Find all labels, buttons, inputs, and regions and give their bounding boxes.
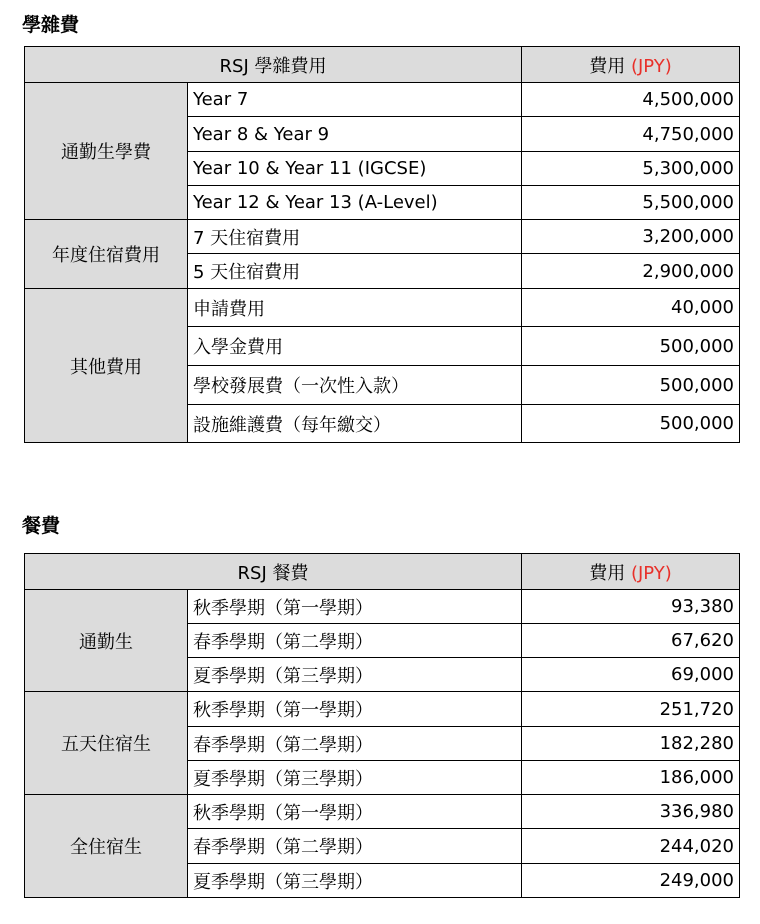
meal-fee-table [24, 553, 740, 898]
amount-cell: 336,980 [522, 795, 740, 829]
category-cell: 年度住宿費用 [25, 220, 188, 289]
item-cell: 夏季學期（第三學期） [188, 658, 522, 692]
amount-cell: 186,000 [522, 761, 740, 795]
table-row [25, 795, 740, 829]
meal-section-title: 餐費 [22, 515, 61, 537]
amount-cell: 4,500,000 [522, 83, 740, 117]
item-cell: 秋季學期（第一學期） [188, 692, 522, 727]
amount-cell: 251,720 [522, 692, 740, 727]
fee-header [522, 554, 740, 590]
header-label: RSJ 學雜費用 [25, 47, 522, 83]
amount-cell: 5,300,000 [522, 152, 740, 186]
item-cell: Year 7 [188, 83, 522, 117]
item-cell: 5 天住宿費用 [188, 254, 522, 289]
table-header-row [25, 47, 740, 83]
amount-cell: 500,000 [522, 366, 740, 405]
category-cell: 通勤生 [25, 590, 188, 692]
category-cell: 全住宿生 [25, 795, 188, 898]
table-header-row [25, 554, 740, 590]
item-cell: 春季學期（第二學期） [188, 624, 522, 658]
item-cell: 入學金費用 [188, 327, 522, 366]
item-cell: 申請費用 [188, 289, 522, 327]
header-label: RSJ 餐費 [25, 554, 522, 590]
amount-cell: 244,020 [522, 829, 740, 864]
item-cell: Year 12 & Year 13 (A-Level) [188, 186, 522, 220]
category-cell: 五天住宿生 [25, 692, 188, 795]
category-cell: 通勤生學費 [25, 83, 188, 220]
fee-label: 費用 [589, 55, 626, 77]
amount-cell: 182,280 [522, 727, 740, 761]
table-row [25, 83, 740, 117]
amount-cell: 500,000 [522, 405, 740, 443]
item-cell: 春季學期（第二學期） [188, 727, 522, 761]
amount-cell: 40,000 [522, 289, 740, 327]
item-cell: 夏季學期（第三學期） [188, 761, 522, 795]
item-cell: 秋季學期（第一學期） [188, 795, 522, 829]
table-row [25, 220, 740, 254]
item-cell: 設施維護費（每年繳交） [188, 405, 522, 443]
item-cell: Year 8 & Year 9 [188, 117, 522, 152]
amount-cell: 249,000 [522, 864, 740, 898]
tuition-fee-table [24, 46, 740, 443]
table-row [25, 692, 740, 727]
fee-header [522, 47, 740, 83]
amount-cell: 3,200,000 [522, 220, 740, 254]
amount-cell: 67,620 [522, 624, 740, 658]
table-row [25, 289, 740, 327]
fee-label: 費用 [589, 562, 626, 584]
item-cell: 夏季學期（第三學期） [188, 864, 522, 898]
amount-cell: 5,500,000 [522, 186, 740, 220]
item-cell: 春季學期（第二學期） [188, 829, 522, 864]
amount-cell: 93,380 [522, 590, 740, 624]
table-row [25, 590, 740, 624]
amount-cell: 4,750,000 [522, 117, 740, 152]
item-cell: 秋季學期（第一學期） [188, 590, 522, 624]
category-cell: 其他費用 [25, 289, 188, 443]
currency-label: (JPY) [630, 562, 672, 584]
item-cell: 7 天住宿費用 [188, 220, 522, 254]
amount-cell: 69,000 [522, 658, 740, 692]
tuition-section-title: 學雜費 [22, 14, 80, 36]
currency-label: (JPY) [630, 55, 672, 77]
item-cell: 學校發展費（一次性入款） [188, 366, 522, 405]
item-cell: Year 10 & Year 11 (IGCSE) [188, 152, 522, 186]
amount-cell: 2,900,000 [522, 254, 740, 289]
amount-cell: 500,000 [522, 327, 740, 366]
